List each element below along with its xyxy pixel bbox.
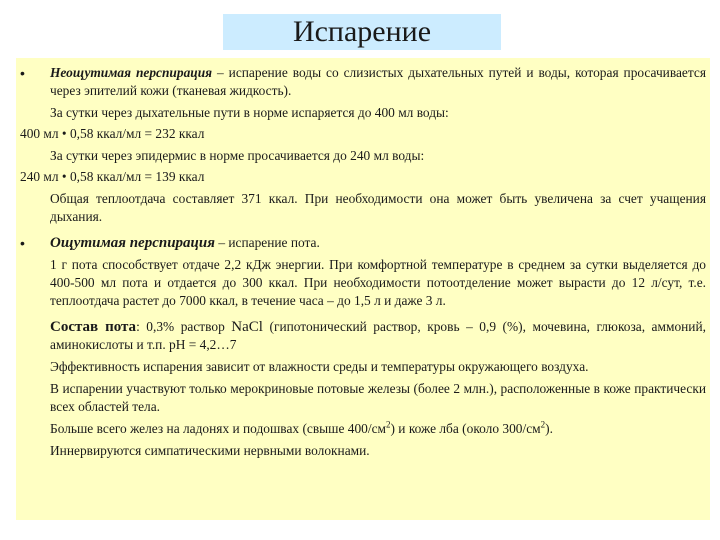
epidermis-calculation: 240 мл • 0,58 ккал/мл = 139 ккал [20,169,205,184]
page-title: Испарение [292,15,432,48]
composition-label: Состав пота [50,319,137,335]
gland-density-a: Больше всего желез на ладонях и подошвах (свыше 400/см [50,421,386,436]
bullet-icon: • [20,235,25,251]
gland-density-b: ) и коже лба (около 300/см [390,421,541,436]
term-sensible: Ощутимая перспирация [50,235,215,251]
composition-text-b: (гипотонический раствор, кровь – 0,9 (%), мочевина, глюкоза, аммоний, аминокислоты и т.п. рН = 4,2…7 [50,319,706,352]
respiratory-calculation: 400 мл • 0,58 ккал/мл = 232 ккал [20,126,205,141]
epidermis-evaporation-text: За сутки через эпидермис в норме просачивается до 240 мл воды: [50,148,425,163]
title-banner [223,14,501,50]
gland-density-c: ). [545,421,553,436]
bullet-icon: • [20,65,25,81]
bullet-insensible-perspiration [20,64,706,100]
evaporation-efficiency-text: Эффективность испарения зависит от влажности среды и температуры окружающего воздуха. [50,359,589,374]
composition-text-a: : 0,3% раствор [136,319,232,334]
term-insensible-definition: – испарение воды со слизистых дыхательных путей и воды, которая просачивается через эпителий кожи (тканевая жидкость). [50,65,706,98]
respiratory-evaporation-text: За сутки через дыхательные пути в норме испаряется до 400 мл воды: [50,105,449,120]
gland-density-text [20,420,706,438]
total-heat-loss-text: Общая теплоотдача составляет 371 ккал. При необходимости она может быть увеличена за счет учащения дыхания. [50,191,706,224]
bullet-sensible-perspiration [20,234,706,252]
term-sensible-definition: – испарение пота. [214,235,320,250]
sweat-energy-text: 1 г пота способствует отдаче 2,2 кДж энергии. При комфортной температуре в среднем за сутки выделяется до 400-500 мл пота и отдается до 300 ккал. При необходимости потоотделение может вырасти до 12 л/сут, т.е. теплоотдача растет до 7000 ккал, в течение часа – до 1,5 л и даже 3 л. [50,257,706,308]
merocrine-glands-text: В испарении участвуют только мерокриновые потовые железы (более 2 млн.), расположенные в коже практически всех областей тела. [50,381,706,414]
composition-nacl: NaCl [231,319,263,335]
sweat-composition [20,318,706,354]
innervation-text: Иннервируются симпатическими нервными волокнами. [50,443,370,458]
superscript-2: 2 [386,419,391,430]
superscript-2: 2 [540,419,546,430]
content-panel [16,58,710,520]
term-insensible: Неощутимая перспирация [50,65,213,80]
